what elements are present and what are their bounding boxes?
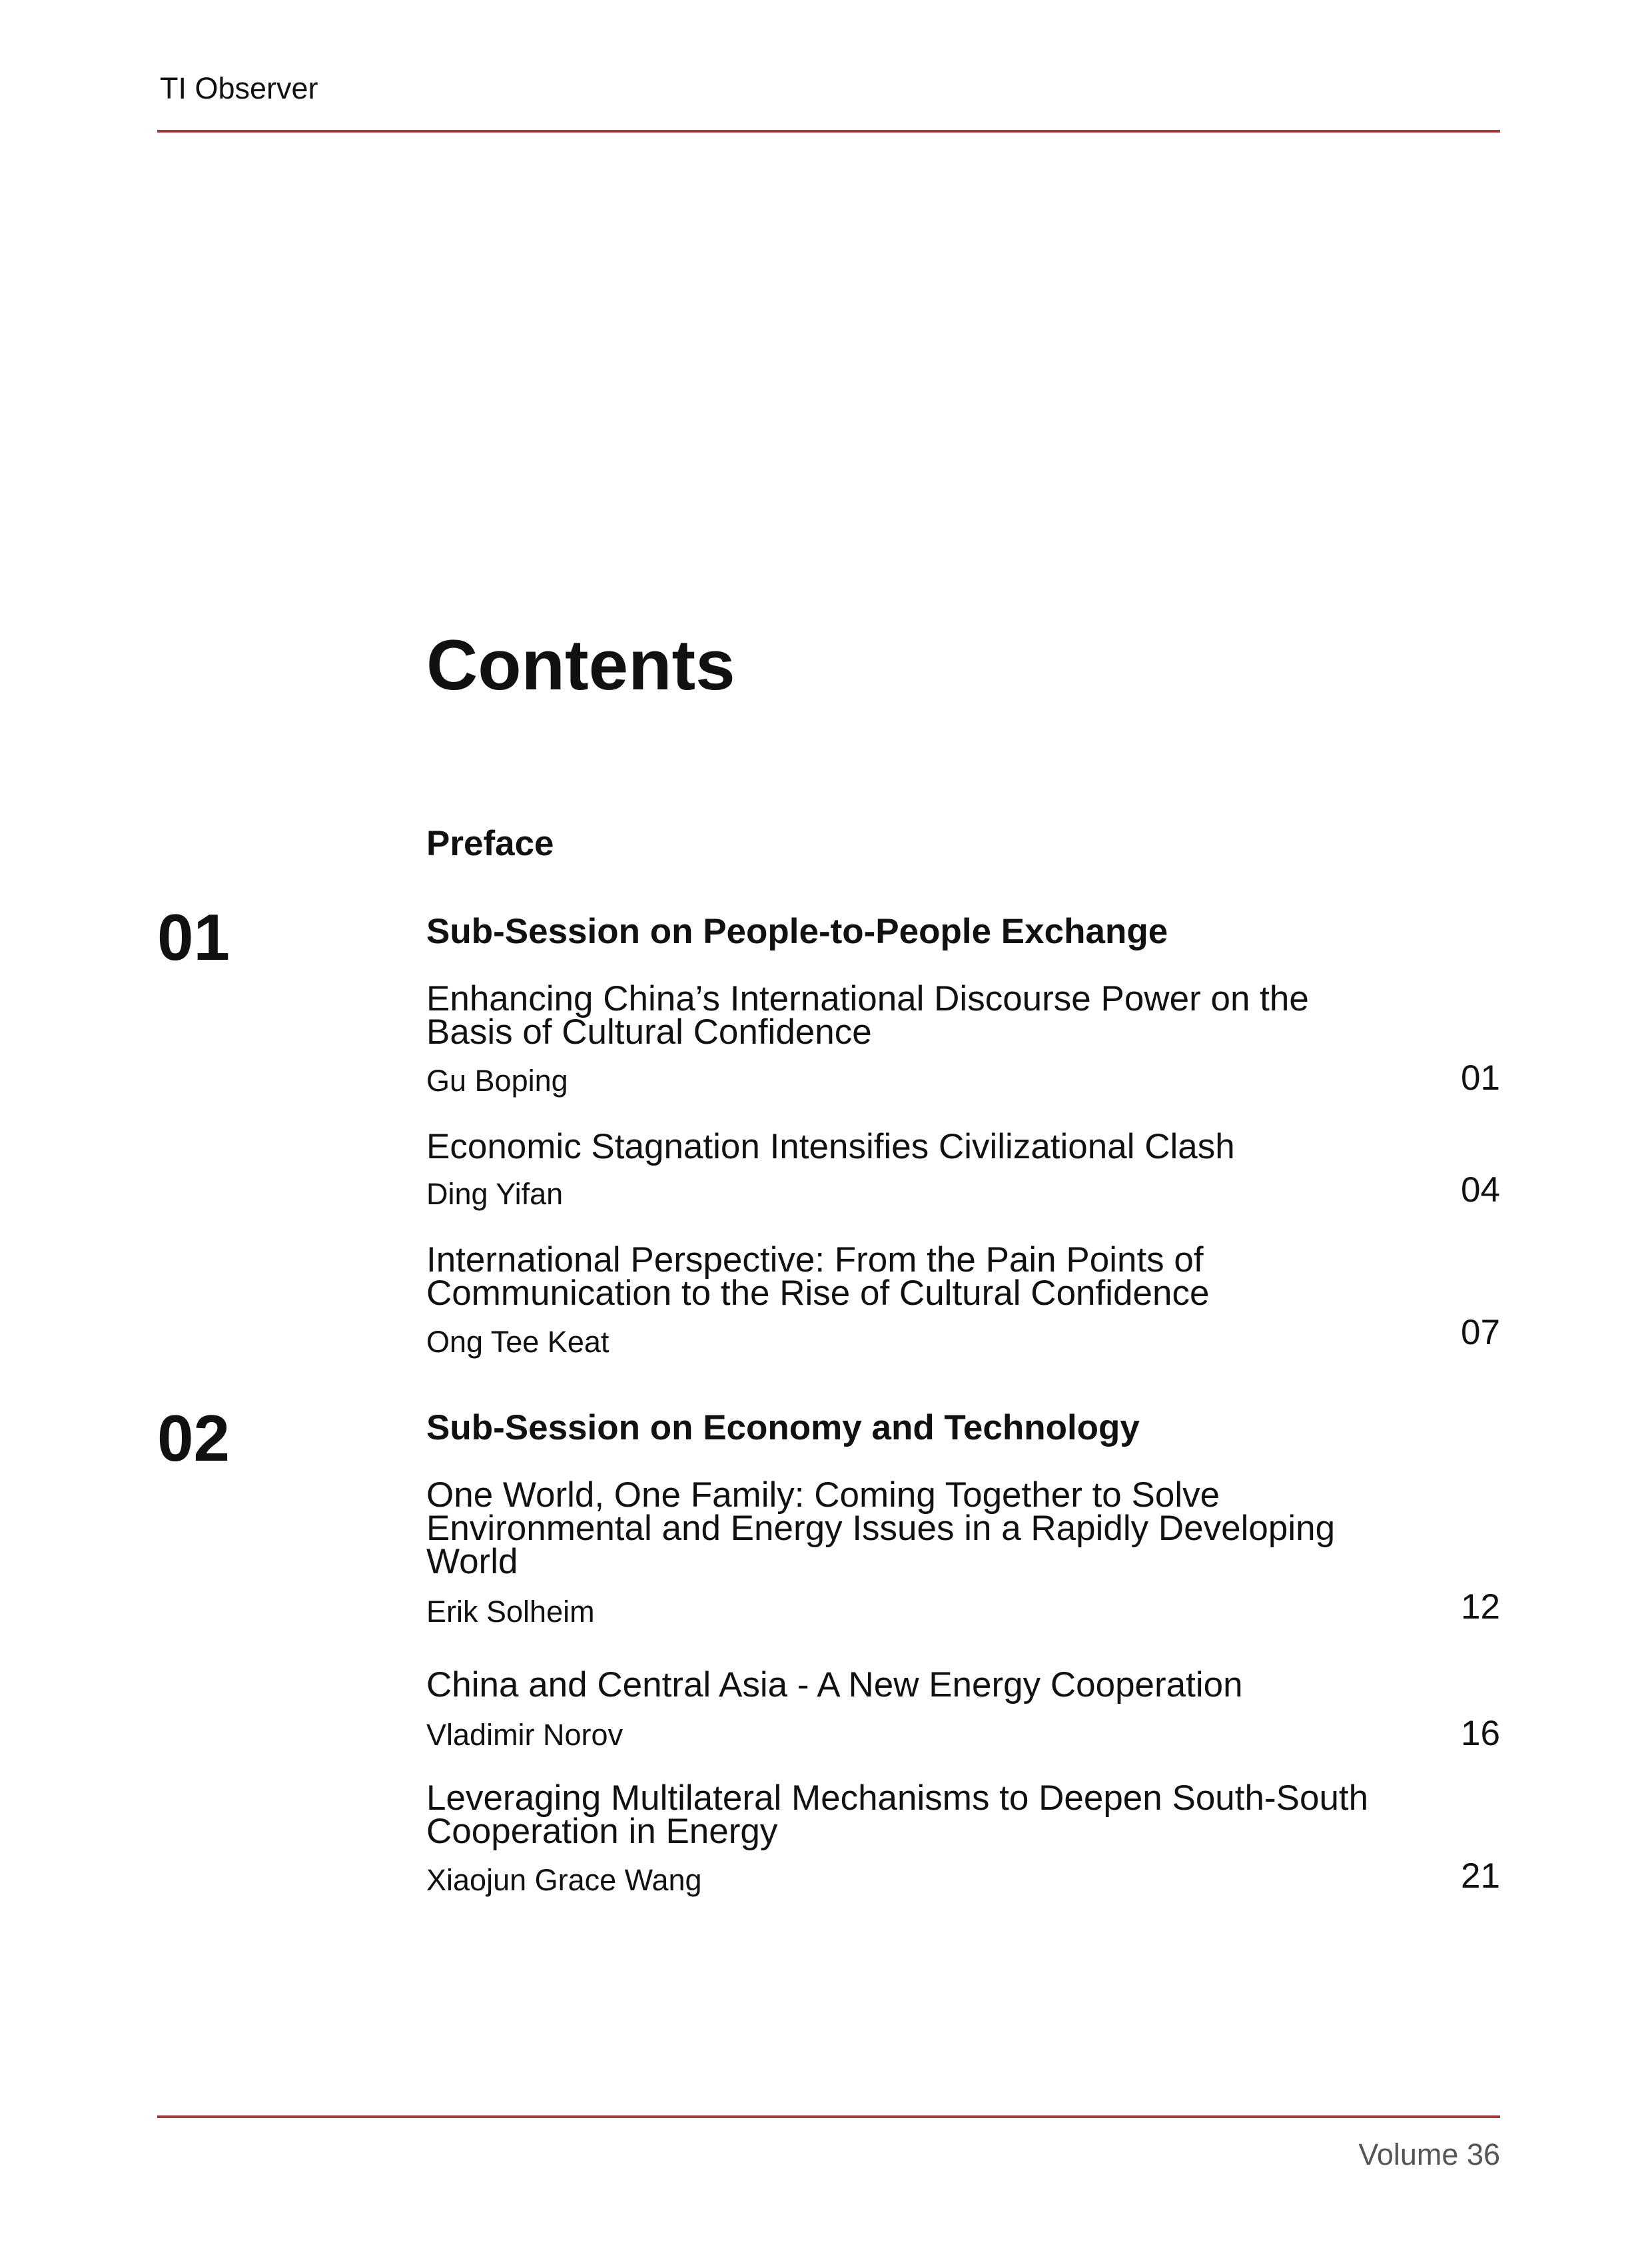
toc-entry-page[interactable]: 21 <box>1461 1856 1500 1896</box>
toc-entry-author: Vladimir Norov <box>426 1718 623 1752</box>
toc-entry-title[interactable]: Economic Stagnation Intensifies Civilizational Clash <box>426 1127 1235 1166</box>
toc-entry-page[interactable]: 07 <box>1461 1313 1500 1352</box>
section-title[interactable]: Sub-Session on People-to-People Exchange <box>426 912 1168 951</box>
section-number: 02 <box>157 1401 230 1475</box>
header-rule <box>157 130 1500 133</box>
volume-label: Volume 36 <box>1358 2137 1500 2171</box>
toc-entry-author: Ding Yifan <box>426 1177 564 1211</box>
footer-rule <box>157 2115 1500 2118</box>
toc-entry-title[interactable]: International Perspective: From the Pain Points of Communication to the Rise of Cultural Confidence <box>426 1240 1210 1313</box>
toc-entry-author: Erik Solheim <box>426 1595 595 1629</box>
toc-entry-author: Gu Boping <box>426 1064 568 1098</box>
preface-entry[interactable]: Preface <box>426 824 554 863</box>
section-number: 01 <box>157 901 230 974</box>
toc-entry-title[interactable]: One World, One Family: Coming Together to Solve Environmental and Energy Issues in a Rapidly Developing World <box>426 1475 1336 1581</box>
section-title[interactable]: Sub-Session on Economy and Technology <box>426 1408 1140 1447</box>
toc-entry-author: Ong Tee Keat <box>426 1325 610 1359</box>
toc-entry-page[interactable]: 04 <box>1461 1170 1500 1210</box>
toc-entry-page[interactable]: 16 <box>1461 1714 1500 1753</box>
toc-entry-title[interactable]: Enhancing China’s International Discourse Power on the Basis of Cultural Confidence <box>426 979 1309 1052</box>
toc-entry-page[interactable]: 01 <box>1461 1058 1500 1098</box>
contents-heading: Contents <box>426 625 735 705</box>
publication-title: TI Observer <box>160 71 318 105</box>
toc-entry-title[interactable]: China and Central Asia - A New Energy Cooperation <box>426 1665 1243 1704</box>
toc-entry-page[interactable]: 12 <box>1461 1587 1500 1627</box>
toc-entry-author: Xiaojun Grace Wang <box>426 1863 702 1897</box>
toc-entry-title[interactable]: Leveraging Multilateral Mechanisms to Deepen South-South Cooperation in Energy <box>426 1778 1369 1851</box>
